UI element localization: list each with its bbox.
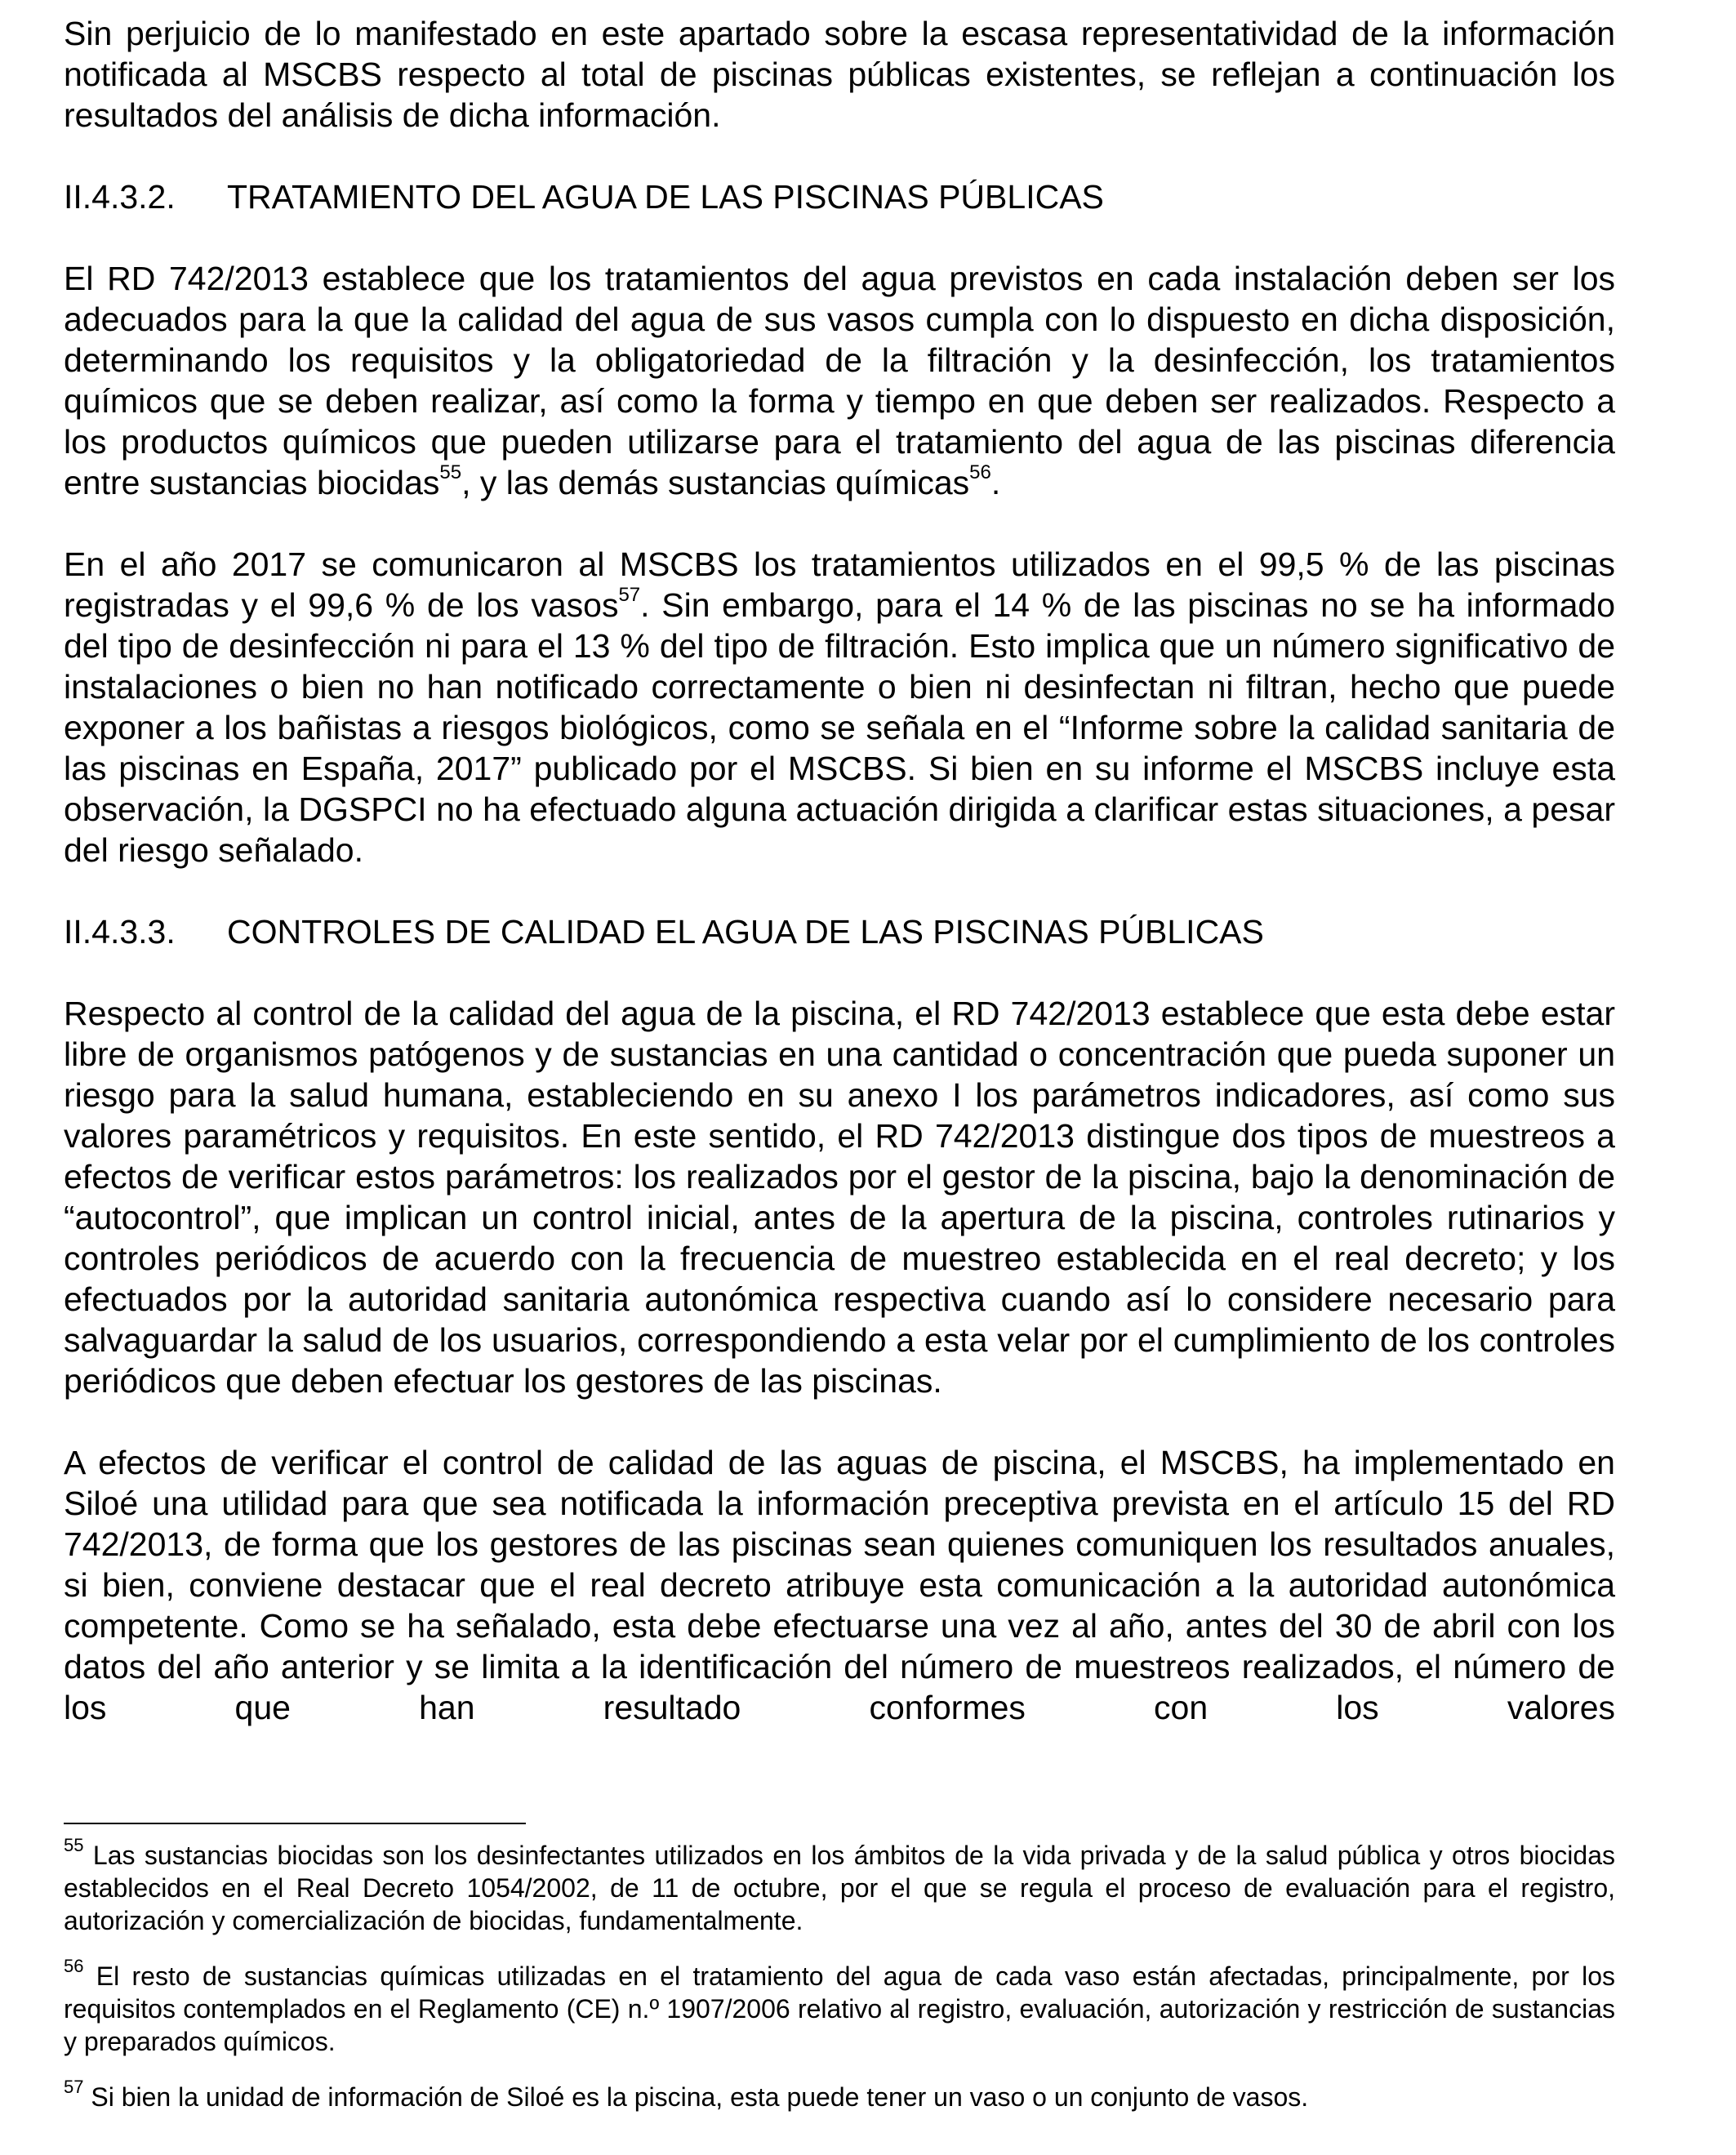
spacer: [64, 1401, 1615, 1442]
text-run: .: [990, 464, 1001, 501]
quality-control-paragraph: Respecto al control de la calidad del agua de la piscina, el RD 742/2013 establece que esta debe estar libre de organismos patógenos y de sustancias en una cantidad o concentración que pueda suponer un riesgo para la salud humana, estableciendo en su anexo I los parámetros indicadores, así como sus valores paramétricos y requisitos. En este sentido, el RD 742/2013 distingue dos tipos de muestreos a efectos de verificar estos parámetros: los realizados por el gestor de la piscina, bajo la denominación de “autocontrol”, que implican un control inicial, antes de la apertura de la piscina, controles rutinarios y controles periódicos de acuerdo con la frecuencia de muestreo establecida en el real decreto; y los efectuados por la autoridad sanitaria autonómica respectiva cuando así lo considere necesario para salvaguardar la salud de los usuarios, correspondiendo a esta velar por el cumplimiento de los controles periódicos que deben efectuar los gestores de las piscinas.: [64, 995, 1615, 1400]
treatment-paragraph: [64, 258, 1615, 503]
spacer: [64, 870, 1615, 911]
footnote-text: Las sustancias biocidas son los desinfectantes utilizados en los ámbitos de la vida privada y de la salud pública y otros biocidas establecidos en el Real Decreto 1054/2002, de 11 de octubre, por el que se regula el proceso de evaluación para el registro, autorización y comercialización de biocidas, fundamentalmente.: [64, 1841, 1615, 1935]
spacer: [64, 217, 1615, 258]
footnote-number: 57: [64, 2077, 84, 2098]
spacer: [64, 2058, 1615, 2081]
siloe-paragraph: A efectos de verificar el control de calidad de las aguas de piscina, el MSCBS, ha implementado en Siloé una utilidad para que sea notificada la información preceptiva prevista en el artículo 15 del RD 742/2013, de forma que los gestores de las piscinas sean quienes comuniquen los resultados anuales, si bien, conviene destacar que el real decreto atribuye esta comunicación a la autoridad autonómica competente. Como se ha señalado, esta debe efectuarse una vez al año, antes del 30 de abril con los datos del año anterior y se limita a la identificación del número de muestreos realizados, el número de los que han resultado conformes con los valores: [64, 1444, 1615, 1726]
footnote-number: 55: [64, 1835, 84, 1856]
footnote-55: [64, 1835, 1615, 1937]
footnote-57: [64, 2077, 1615, 2113]
text-run: El RD 742/2013 establece que los tratamientos del agua previstos en cada instalación deben ser los adecuados para la que la calidad del agua de sus vasos cumpla con lo dispuesto en dicha disposición, determinando los requisitos y la obligatoriedad de la filtración y la desinfección, los tratamientos químicos que se deben realizar, así como la forma y tiempo en que deben ser realizados. Respecto a los productos químicos que pueden utilizarse para el tratamiento del agua de las piscinas diferencia entre sustancias biocidas: [64, 260, 1615, 501]
section-title: TRATAMIENTO DEL AGUA DE LAS PISCINAS PÚBLICAS: [227, 178, 1104, 216]
section-number: II.4.3.3.: [64, 913, 176, 951]
text-run: . Sin embargo, para el 14 % de las piscinas no se ha informado del tipo de desinfección ni para el 13 % del tipo de filtración. Esto implica que un número significativo de instalaciones o bien no han notificado correctamente o bien ni desinfectan ni filtran, hecho que puede exponer a los bañistas a riesgos biológicos, como se señala en el “Informe sobre la calidad sanitaria de las piscinas en España, 2017” publicado por el MSCBS. Si bien en su informe el MSCBS incluye esta observación, la DGSPCI no ha efectuado alguna actuación dirigida a clarificar estas situaciones, a pesar del riesgo señalado.: [64, 586, 1615, 869]
section-heading-quality-controls: [64, 911, 1615, 952]
footnote-separator: [64, 1823, 526, 1824]
section-title: CONTROLES DE CALIDAD EL AGUA DE LAS PISCINAS PÚBLICAS: [227, 913, 1264, 951]
section-heading-treatment: [64, 176, 1615, 217]
text-run: En el año 2017 se comunicaron al MSCBS los tratamientos utilizados en el 99,5 % de las piscinas registradas y el 99,6 % de los vasos: [64, 545, 1615, 624]
intro-paragraph: Sin perjuicio de lo manifestado en este apartado sobre la escasa representatividad de la información notificada al MSCBS respecto al total de piscinas públicas existentes, se reflejan a continuación los resultados del análisis de dicha información.: [64, 15, 1615, 134]
spacer: [64, 136, 1615, 176]
section-number: II.4.3.2.: [64, 178, 176, 216]
text-run: , y las demás sustancias químicas: [461, 464, 970, 501]
footnote-number: 56: [64, 1956, 84, 1977]
footnote-ref-56[interactable]: 56: [969, 461, 991, 484]
footnote-ref-55[interactable]: 55: [439, 461, 462, 484]
spacer: [64, 1937, 1615, 1960]
treatment-results-paragraph: [64, 544, 1615, 870]
footnote-text: El resto de sustancias químicas utilizadas en el tratamiento del agua de cada vaso están afectadas, principalmente, por los requisitos contemplados en el Reglamento (CE) n.º 1907/2006 relativo al registro, evaluación, autorización y restricción de sustancias y preparados químicos.: [64, 1961, 1615, 2056]
footnote-text: Si bien la unidad de información de Siloé es la piscina, esta puede tener un vaso o un conjunto de vasos.: [83, 2082, 1309, 2112]
footnote-ref-57[interactable]: 57: [618, 584, 641, 607]
page-body: [64, 13, 1615, 1728]
spacer: [64, 952, 1615, 993]
spacer: [64, 503, 1615, 544]
footnotes: [64, 1835, 1615, 2113]
footnote-56: [64, 1956, 1615, 2058]
